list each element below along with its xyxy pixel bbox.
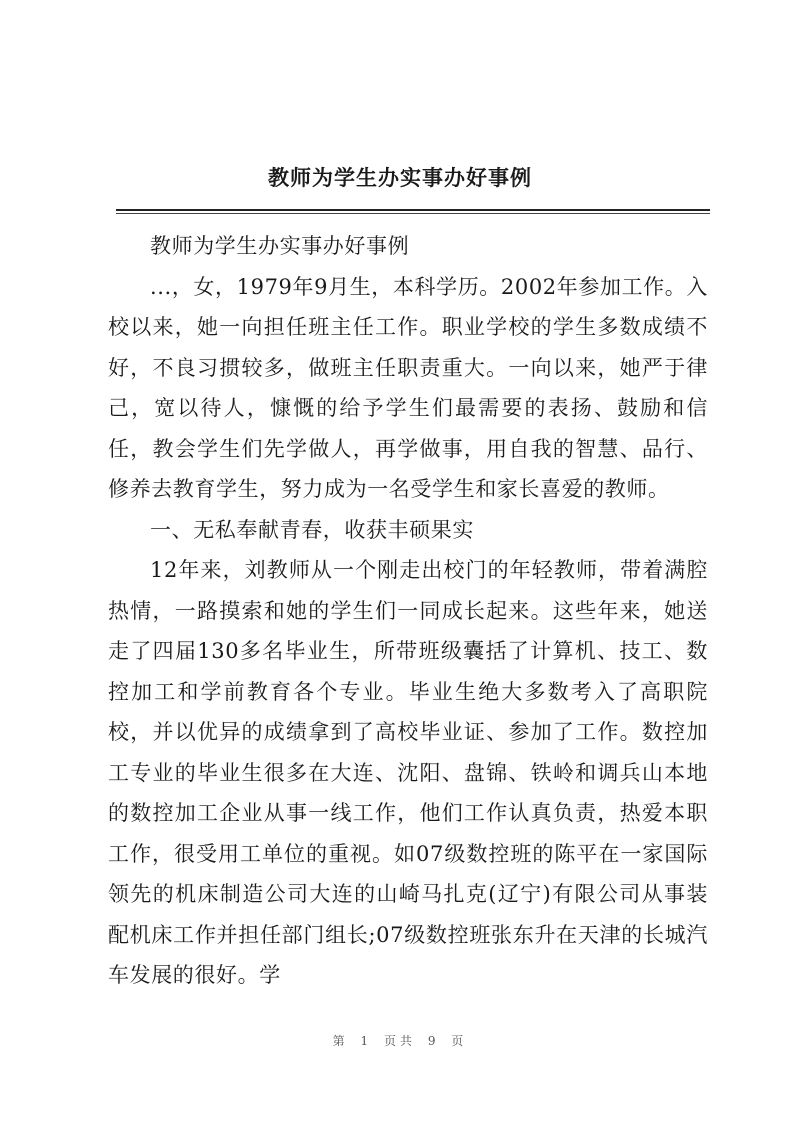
paragraph-section-heading: 一、无私奉献青春，收获丰硕果实	[150, 517, 474, 542]
paragraph-subtitle: 教师为学生办实事办好事例	[150, 234, 410, 258]
paragraph-intro: ...，女，1979年9月生，本科学历。2002年参加工作。入校以来，她一向担任班主任工作。职业学校的学生多数成绩不好，不良习掼较多，做班主任职责重大。一向以来，她严于律己，宽以待人，慷慨的给予学生们最需要的表扬、鼓励和信任，教会学生们先学做人，再学做事，用自我的智慧、品行、修养去教育学生，努力成为一名受学生和家长喜爱的教师。	[108, 274, 708, 501]
footer-total-pages: 9	[427, 1034, 440, 1048]
paragraph-section-body: 12年来，刘教师从一个刚走出校门的年轻教师，带着满腔热情，一路摸索和她的学生们一同成长起来。这些年来，她送走了四届130多名毕业生，所带班级囊括了计算机、技工、数控加工和学前教育各个专业。毕业生绝大多数考入了高职院校，并以优异的成绩拿到了高校毕业证、参加了工作。数控加工专业的毕业生很多在大连、沈阳、盘锦、铁岭和调兵山本地的数控加工企业从事一线工作，他们工作认真负责，热爱本职工作，很受用工单位的重视。如07级数控班的陈平在一家国际领先的机床制造公司大连的山崎马扎克(辽宁)有限公司从事装配机床工作并担任部门组长;07级数控班张东升在天津的长城汽车发展的很好。学	[108, 558, 708, 987]
document-body	[108, 226, 708, 996]
page-footer	[0, 1032, 800, 1049]
title-underline-thin	[116, 213, 710, 214]
footer-label-page: 第	[332, 1034, 349, 1048]
document-title: 教师为学生办实事办好事例	[268, 165, 532, 190]
title-underline	[116, 209, 710, 211]
footer-current-page: 1	[360, 1034, 373, 1048]
footer-label-end: 页	[451, 1034, 468, 1048]
footer-label-of: 页共	[383, 1034, 416, 1048]
